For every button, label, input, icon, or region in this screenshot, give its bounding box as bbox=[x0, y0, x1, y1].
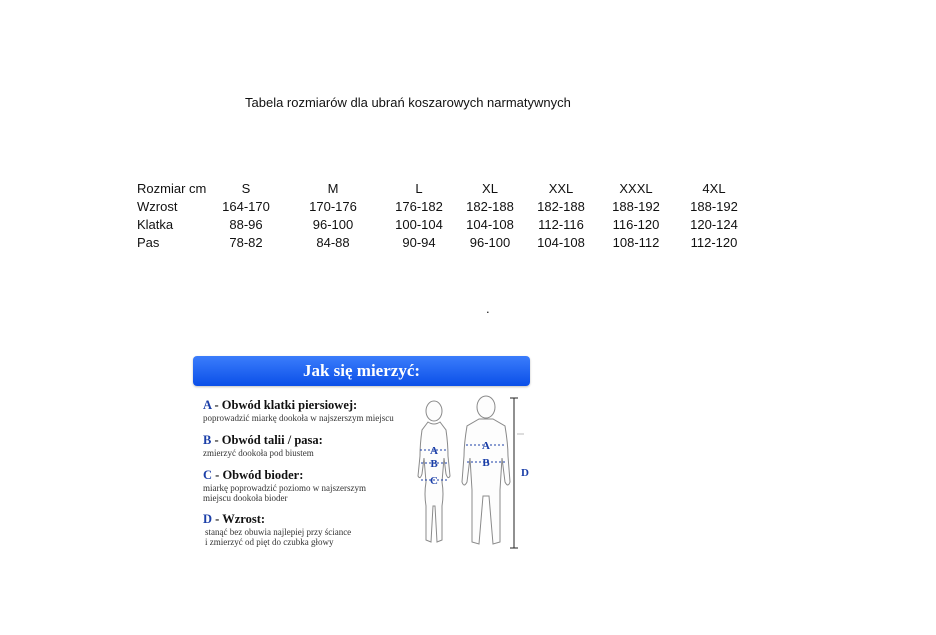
figure-label-d: D bbox=[521, 467, 529, 479]
stray-dot: . bbox=[486, 301, 490, 316]
female-figure-icon bbox=[418, 401, 450, 542]
table-cell: 96-100 bbox=[312, 217, 354, 232]
row-label: Wzrost bbox=[137, 199, 178, 214]
table-cell: 78-82 bbox=[229, 235, 263, 250]
size-header: L bbox=[415, 181, 423, 196]
table-cell: 112-120 bbox=[690, 235, 738, 250]
table-cell: 104-108 bbox=[537, 235, 585, 250]
guide-letter: C bbox=[203, 468, 213, 482]
table-header-row bbox=[137, 180, 749, 198]
table-cell: 120-124 bbox=[690, 217, 738, 232]
size-header: 4XL bbox=[702, 181, 726, 196]
size-header: M bbox=[327, 181, 339, 196]
table-cell: 170-176 bbox=[309, 199, 357, 214]
guide-item-b: B - Obwód talii / pasa: zmierzyć dookoła pod biustem bbox=[203, 433, 323, 458]
table-cell: 108-112 bbox=[612, 235, 660, 250]
guide-item-title: Obwód klatki piersiowej: bbox=[221, 398, 358, 412]
table-row bbox=[137, 216, 749, 234]
row-label: Rozmiar cm bbox=[137, 181, 207, 196]
row-label: Pas bbox=[137, 235, 160, 250]
guide-item-title: Obwód bioder: bbox=[222, 468, 304, 482]
table-cell: 84-88 bbox=[316, 235, 350, 250]
size-header: S bbox=[241, 181, 251, 196]
table-cell: 100-104 bbox=[395, 217, 443, 232]
guide-item-desc: zmierzyć dookoła pod biustem bbox=[203, 448, 314, 458]
guide-letter: A bbox=[203, 398, 212, 412]
guide-item-desc: poprowadzić miarkę dookoła w najszerszym miejscu bbox=[203, 413, 394, 423]
table-row bbox=[137, 198, 749, 216]
guide-item-title: Wzrost: bbox=[222, 512, 266, 526]
measurement-guide bbox=[193, 356, 530, 552]
body-figures-illustration bbox=[406, 394, 530, 550]
table-cell: 116-120 bbox=[612, 217, 660, 232]
row-label: Klatka bbox=[137, 217, 174, 232]
table-cell: 88-96 bbox=[229, 217, 263, 232]
table-cell: 96-100 bbox=[469, 235, 511, 250]
guide-banner: Jak się mierzyć: bbox=[193, 356, 530, 386]
figure-label-a: A bbox=[482, 440, 490, 452]
guide-item-desc: miarkę poprowadzić poziomo w najszerszym bbox=[203, 483, 366, 493]
table-cell: 182-188 bbox=[466, 199, 514, 214]
guide-item-desc: stanąć bez obuwia najlepiej przy ściance bbox=[205, 527, 352, 537]
size-header: XXL bbox=[548, 181, 574, 196]
table-cell: 164-170 bbox=[222, 199, 270, 214]
guide-letter: B bbox=[203, 433, 212, 447]
guide-item-a: A - Obwód klatki piersiowej: poprowadzić miarkę dookoła w najszerszym miejscu bbox=[203, 398, 394, 423]
table-cell: 90-94 bbox=[402, 235, 436, 250]
size-header: XL bbox=[482, 181, 498, 196]
page-title: Tabela rozmiarów dla ubrań koszarowych narmatywnych bbox=[245, 95, 571, 110]
male-figure-icon bbox=[462, 396, 510, 544]
guide-item-desc: i zmierzyć od pięt do czubka głowy bbox=[205, 537, 334, 547]
table-cell: 176-182 bbox=[395, 199, 443, 214]
table-cell: 188-192 bbox=[690, 199, 738, 214]
guide-letter: D bbox=[203, 512, 213, 526]
table-cell: 104-108 bbox=[466, 217, 514, 232]
table-cell: 188-192 bbox=[612, 199, 660, 214]
guide-item-title: Obwód talii / pasa: bbox=[221, 433, 323, 447]
figure-label-c: C bbox=[430, 475, 438, 487]
figure-label-b: B bbox=[482, 457, 490, 469]
figure-label-a: A bbox=[430, 445, 438, 457]
guide-item-c: C - Obwód bioder: miarkę poprowadzić poziomo w najszerszym miejscu dookoła bioder bbox=[203, 468, 366, 503]
size-header: XXXL bbox=[619, 181, 653, 196]
table-cell: 182-188 bbox=[537, 199, 585, 214]
table-cell: 112-116 bbox=[538, 217, 584, 232]
size-table bbox=[137, 180, 749, 252]
guide-item-desc: miejscu dookoła bioder bbox=[203, 493, 288, 503]
figure-label-b: B bbox=[430, 458, 438, 470]
table-row bbox=[137, 234, 749, 252]
guide-item-d: D - Wzrost: stanąć bez obuwia najlepiej przy ściance i zmierzyć od pięt do czubka głowy bbox=[203, 512, 352, 547]
